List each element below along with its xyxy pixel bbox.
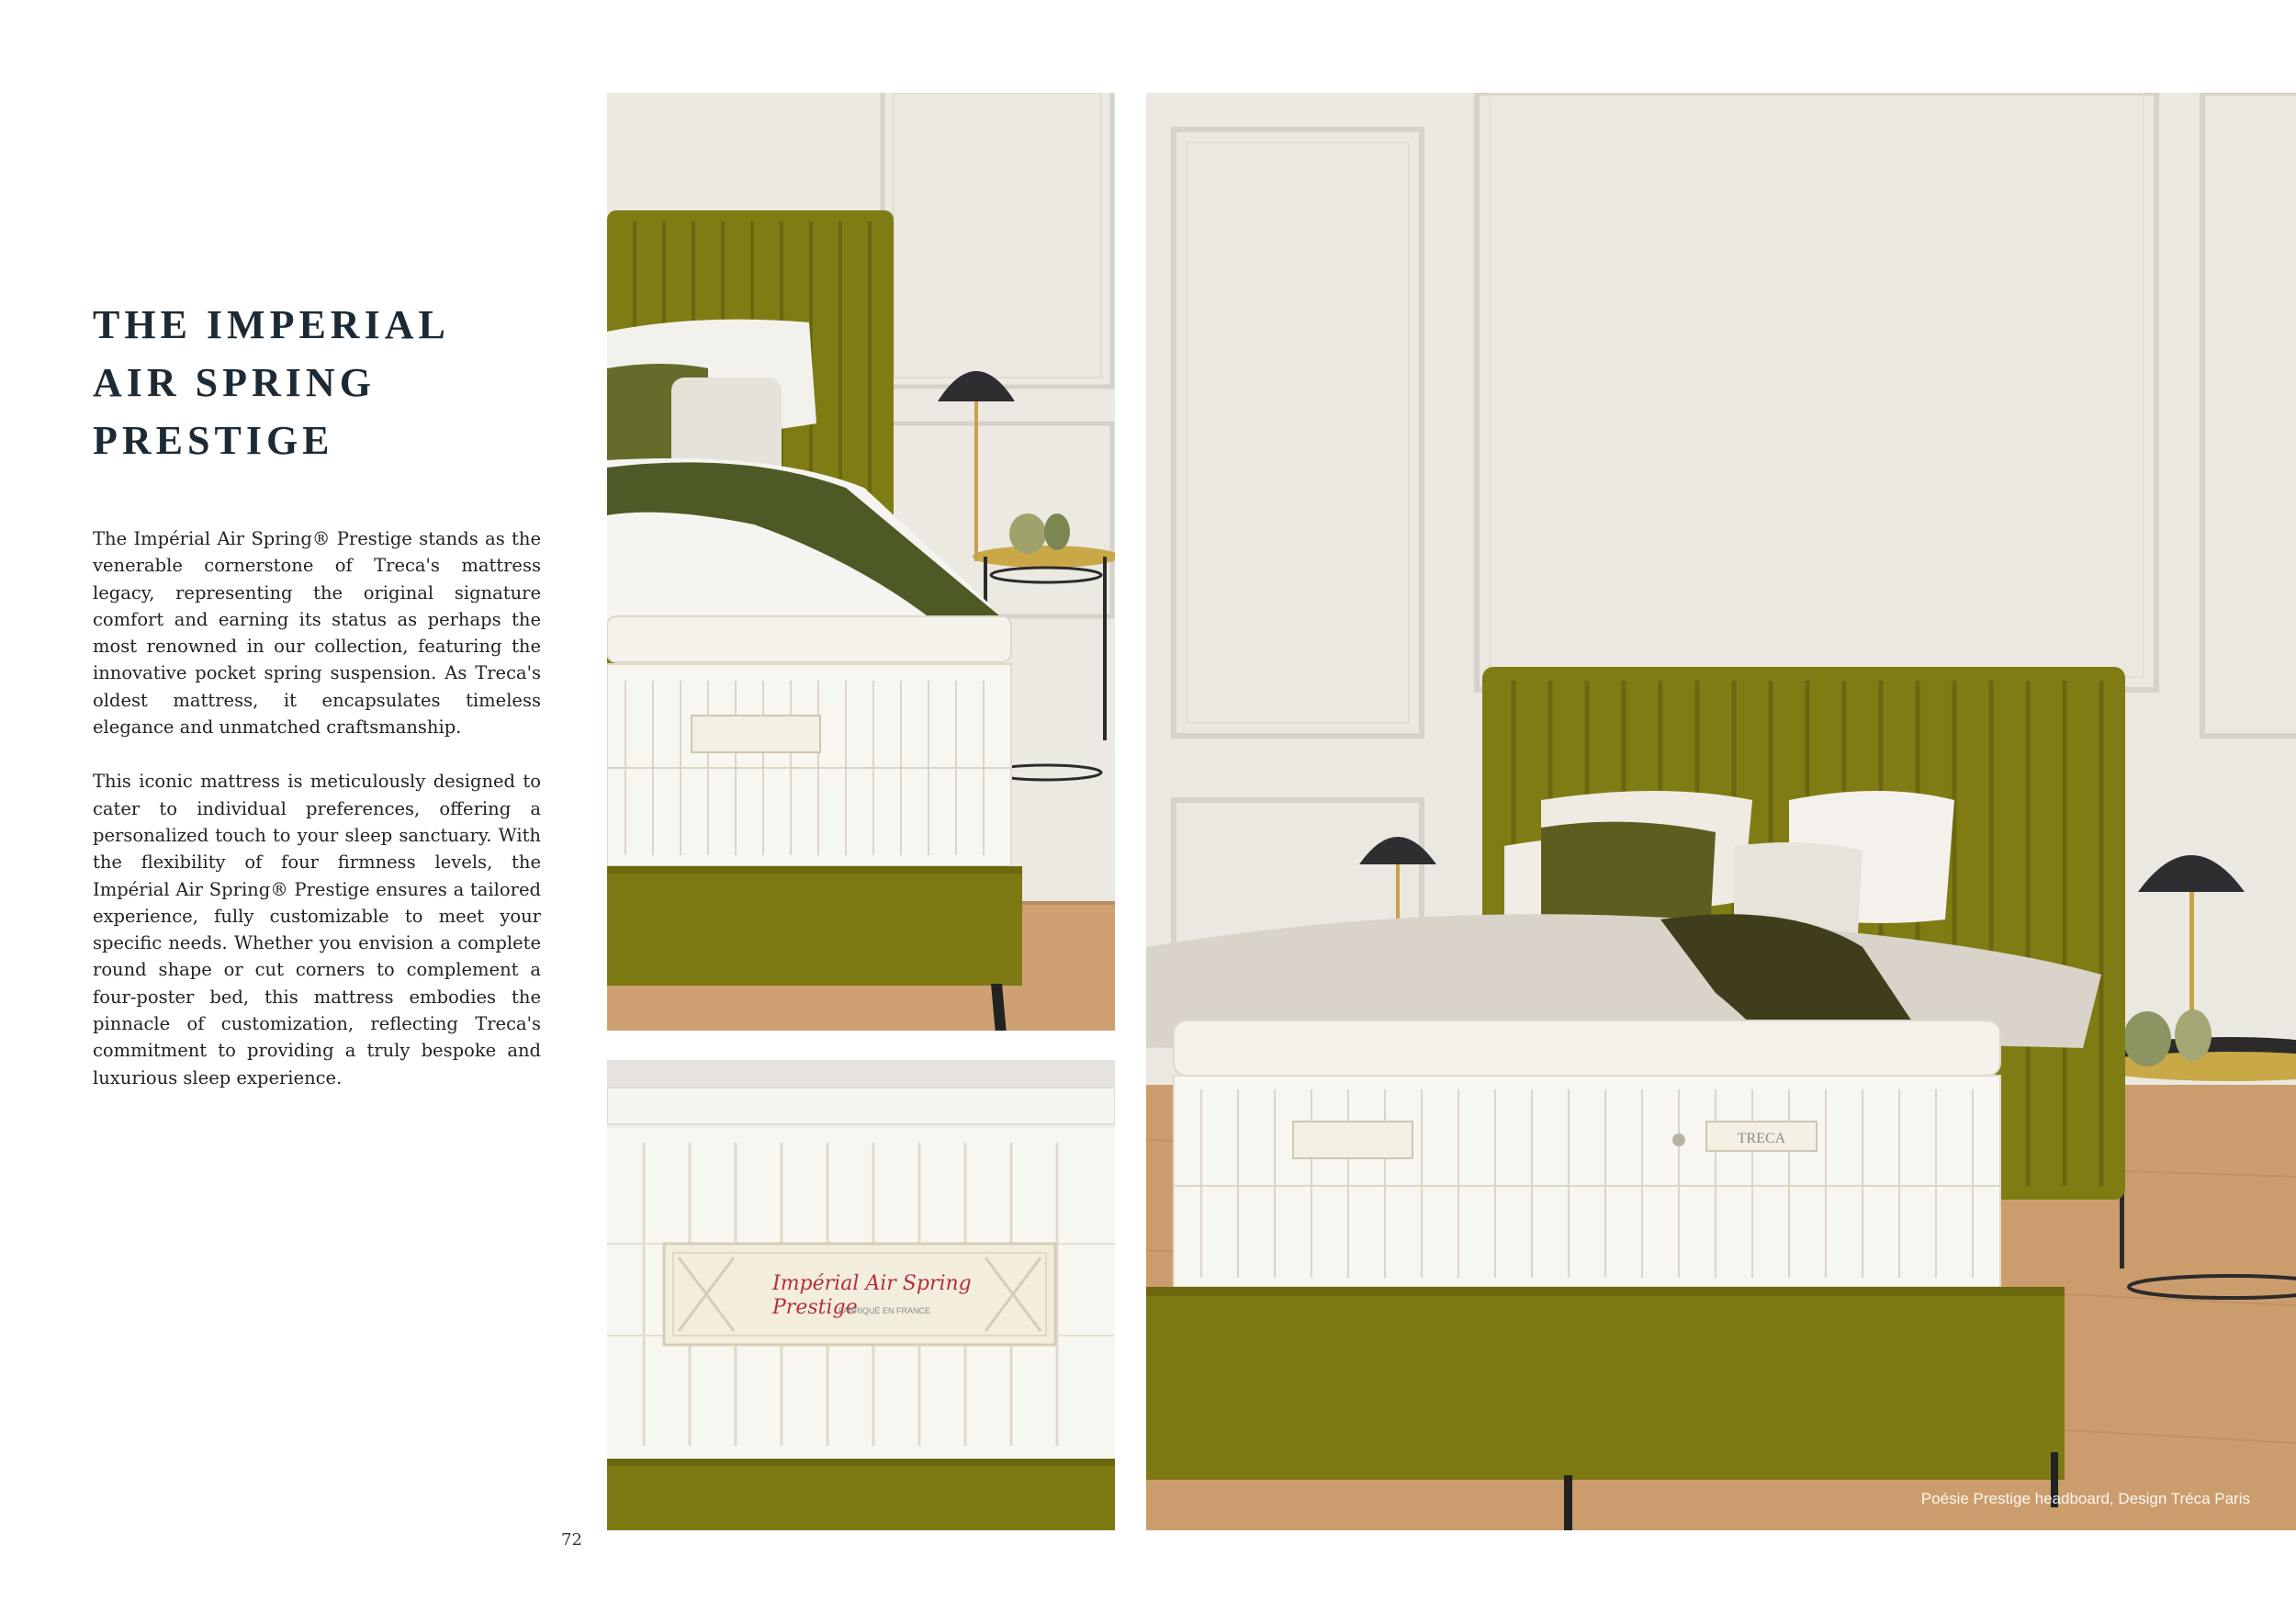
label-line-1: Impérial Air Spring bbox=[772, 1272, 972, 1295]
bed-corner-photo bbox=[607, 93, 1115, 1031]
title-line-2: AIR SPRING bbox=[93, 360, 376, 405]
paragraph-intro: The Impérial Air Spring® Prestige stands as the venerable cornerstone of Treca's mattress legacy, representing the original signature comfort and earning its status as perhaps the most renowned in our collection, featuring the innovative pocket spring suspension. As Treca's oldest mattress, it encapsulates timeless elegance and unmatched craftsmanship. bbox=[93, 528, 541, 739]
title-line-1: THE IMPERIAL bbox=[93, 302, 450, 347]
page-title bbox=[93, 296, 607, 469]
photo-caption: Poésie Prestige headboard, Design Tréca Paris bbox=[1920, 1490, 2250, 1507]
label-line-2: Prestige bbox=[772, 1296, 858, 1319]
mattress-label-detail-photo bbox=[607, 1060, 1115, 1530]
body-text bbox=[93, 525, 541, 1119]
brand-tag: TRECA bbox=[1737, 1131, 1786, 1146]
label-line-3: FABRIQUÉ EN FRANCE bbox=[838, 1306, 931, 1315]
bedroom-main-photo bbox=[1146, 93, 2296, 1530]
title-line-3: PRESTIGE bbox=[93, 418, 334, 463]
page-number: 72 bbox=[561, 1530, 582, 1550]
paragraph-customization: This iconic mattress is meticulously designed to cater to individual preferences, offering a personalized touch to your sleep sanctuary. With the flexibility of four firmness levels, the Impérial Air Spring® Prestige ensures a tailored experience, fully customizable to meet your specific needs. Whether you envision a complete round shape or cut corners to complement a four-poster bed, this mattress embodies the pinnacle of customization, reflecting Treca's commitment to providing a truly bespoke and luxurious sleep experience. bbox=[93, 771, 541, 1088]
